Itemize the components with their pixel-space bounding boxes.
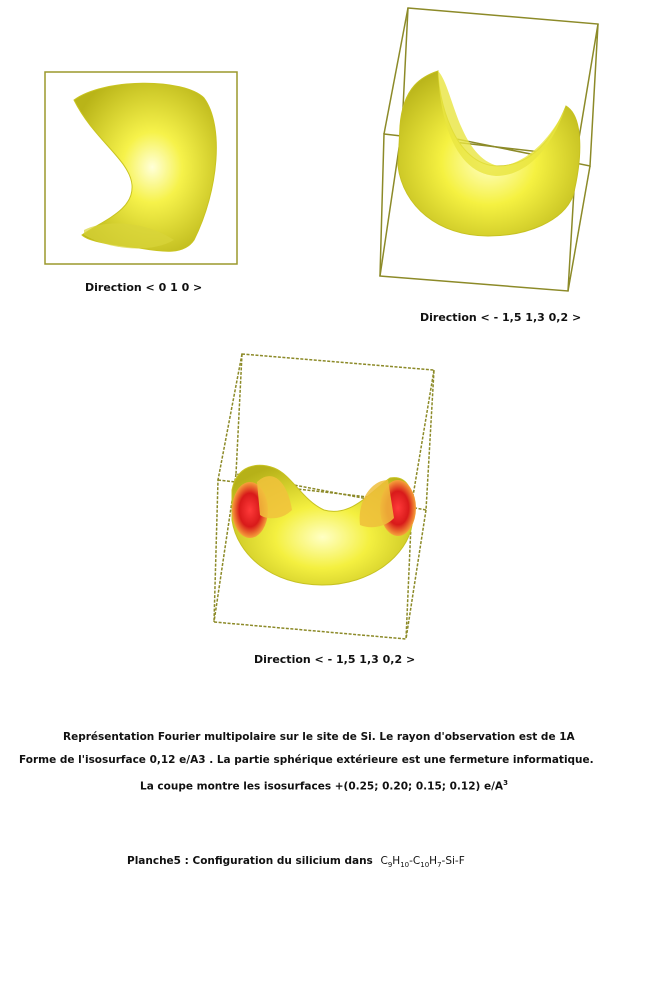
description-line-2: Forme de l'isosurface 0,12 e/A3 . La partie sphérique extérieure est une fermeture informatique.: [19, 754, 594, 766]
figure-caption: Direction < 0 1 0 >: [85, 281, 203, 294]
plate-label: Planche5 : Configuration du silicium dans: [127, 855, 373, 867]
description-line-1: Représentation Fourier multipolaire sur le site de Si. Le rayon d'observation est de 1A: [63, 731, 575, 743]
description-line-3-text: La coupe montre les isosurfaces +(0.25; 0.20; 0.15; 0.12) e/A: [140, 780, 504, 793]
isosurface-view-oblique: [378, 6, 600, 294]
isosurface-cut-view: [212, 350, 440, 642]
description-line-3: [140, 779, 508, 793]
plate-caption: [127, 855, 465, 869]
figure-caption: Direction < - 1,5 1,3 0,2 >: [420, 311, 582, 324]
figure-caption: Direction < - 1,5 1,3 0,2 >: [254, 653, 416, 666]
isosurface-shape: [398, 71, 580, 236]
superscript-3: 3: [503, 779, 508, 787]
cut-layer-right: [360, 480, 394, 527]
chemical-formula: $C_9H_{10}-C_{10}H_7-Si-F$: [380, 855, 465, 870]
isosurface-view-010: [44, 70, 239, 266]
